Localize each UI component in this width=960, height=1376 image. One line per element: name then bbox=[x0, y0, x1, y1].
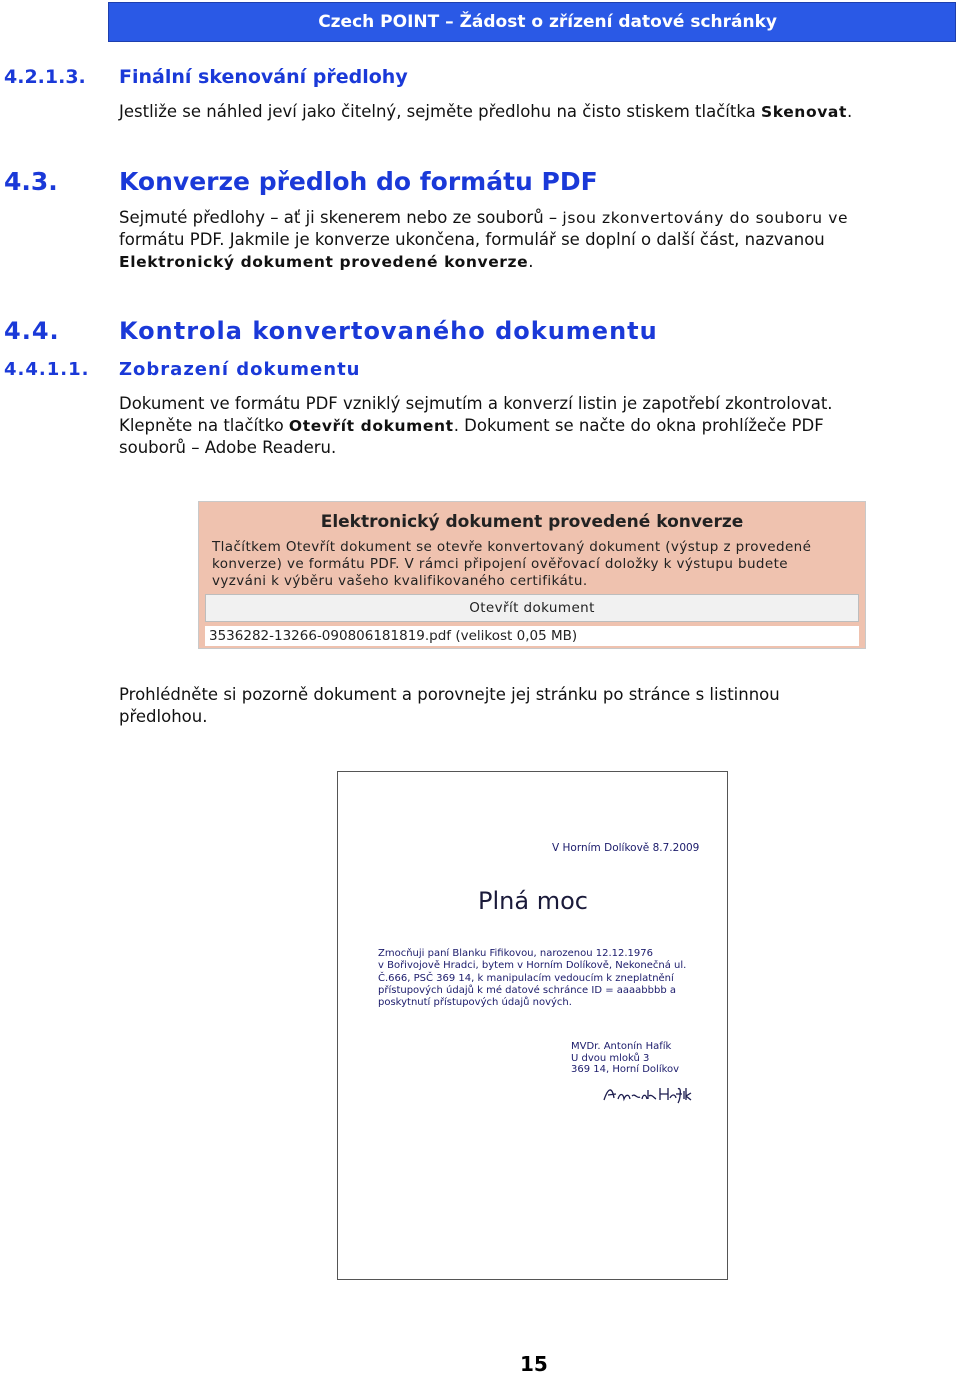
page-number: 15 bbox=[520, 1352, 548, 1376]
section-number: 4.2.1.3. bbox=[4, 66, 86, 88]
paragraph-display bbox=[119, 393, 833, 459]
text: . bbox=[528, 252, 534, 271]
preview-body-line: poskytnutí přístupových údajů nových. bbox=[378, 997, 572, 1009]
text: Sejmuté předlohy – ať ji skenerem nebo ze souborů – bbox=[119, 208, 563, 227]
preview-sign-line: 369 14, Horní Dolíkov bbox=[571, 1064, 680, 1076]
preview-signatory bbox=[571, 1041, 679, 1076]
paragraph-scan bbox=[119, 101, 852, 123]
preview-title: Plná moc bbox=[478, 887, 588, 915]
bold-term: Skenovat bbox=[760, 103, 847, 121]
text-line: Dokument ve formátu PDF vzniklý sejmutím a konverzí listin je zapotřebí zkontrolovat. bbox=[119, 394, 833, 413]
preview-sign-line: MVDr. Antonín Hafík bbox=[571, 1041, 672, 1052]
text-line: souborů – Adobe Readeru. bbox=[119, 438, 337, 457]
text: Klepněte na tlačítko bbox=[119, 416, 289, 435]
paragraph-review bbox=[119, 684, 780, 728]
text: . Dokument se načte do okna prohlížeče PDF bbox=[453, 416, 824, 435]
section-title: Zobrazení dokumentu bbox=[119, 359, 361, 380]
section-number: 4.3. bbox=[4, 167, 58, 196]
section-title: Konverze předloh do formátu PDF bbox=[119, 167, 598, 196]
section-number: 4.4.1.1. bbox=[4, 359, 90, 380]
header-banner: Czech POINT – Žádost o zřízení datové schránky bbox=[108, 2, 956, 42]
preview-body-line: Zmocňuji paní Blanku Fifikovou, narozenou 12.12.1976 bbox=[378, 948, 653, 959]
panel-description bbox=[212, 539, 811, 590]
open-document-button[interactable]: Otevřít dokument bbox=[205, 594, 859, 622]
section-title: Finální skenování předlohy bbox=[119, 66, 408, 88]
preview-body-line: přístupových údajů k mé datové schránce ID = aaaabbbb a bbox=[378, 984, 676, 996]
section-title: Kontrola konvertovaného dokumentu bbox=[119, 317, 658, 345]
text-line: formátu PDF. Jakmile je konverze ukončena, formulář se doplní o další část, nazvanou bbox=[119, 230, 825, 249]
bold-term: Otevřít dokument bbox=[288, 417, 454, 435]
text: Jestliže se náhled jeví jako čitelný, sejměte předlohu na čisto stiskem tlačítka bbox=[119, 102, 761, 121]
text: jsou zkonvertovány do souboru ve bbox=[562, 209, 849, 227]
text-line: předlohou. bbox=[119, 707, 208, 726]
handwritten-signature bbox=[602, 1084, 692, 1106]
preview-body bbox=[378, 948, 686, 1009]
panel-text-line: Tlačítkem Otevřít dokument se otevře konvertovaný dokument (výstup z provedené bbox=[212, 539, 812, 555]
conversion-panel bbox=[198, 501, 866, 649]
text-line: Prohlédněte si pozorně dokument a porovnejte jej stránku po stránce s listinnou bbox=[119, 685, 780, 704]
paragraph-conversion bbox=[119, 207, 848, 273]
pdf-preview bbox=[337, 771, 728, 1280]
preview-date: V Horním Dolíkově 8.7.2009 bbox=[552, 842, 700, 854]
file-info: 3536282-13266-090806181819.pdf (velikost 0,05 MB) bbox=[205, 626, 859, 646]
panel-text-line: konverze) ve formátu PDF. V rámci připojení ověřovací doložky k výstupu budete bbox=[212, 556, 788, 572]
panel-title: Elektronický dokument provedené konverze bbox=[320, 512, 744, 532]
text: . bbox=[846, 102, 853, 121]
panel-text-line: vyzváni k výběru vašeho kvalifikovaného certifikátu. bbox=[212, 573, 588, 589]
preview-body-line: v Bořivojově Hradci, bytem v Horním Dolíkově, Nekonečná ul. bbox=[378, 960, 687, 972]
preview-body-line: Č.666, PSČ 369 14, k manipulacím vedoucím k zneplatnění bbox=[378, 972, 674, 984]
bold-term: Elektronický dokument provedené konverze bbox=[119, 253, 529, 271]
preview-sign-line: U dvou mloků 3 bbox=[571, 1052, 650, 1064]
section-number: 4.4. bbox=[4, 317, 60, 345]
